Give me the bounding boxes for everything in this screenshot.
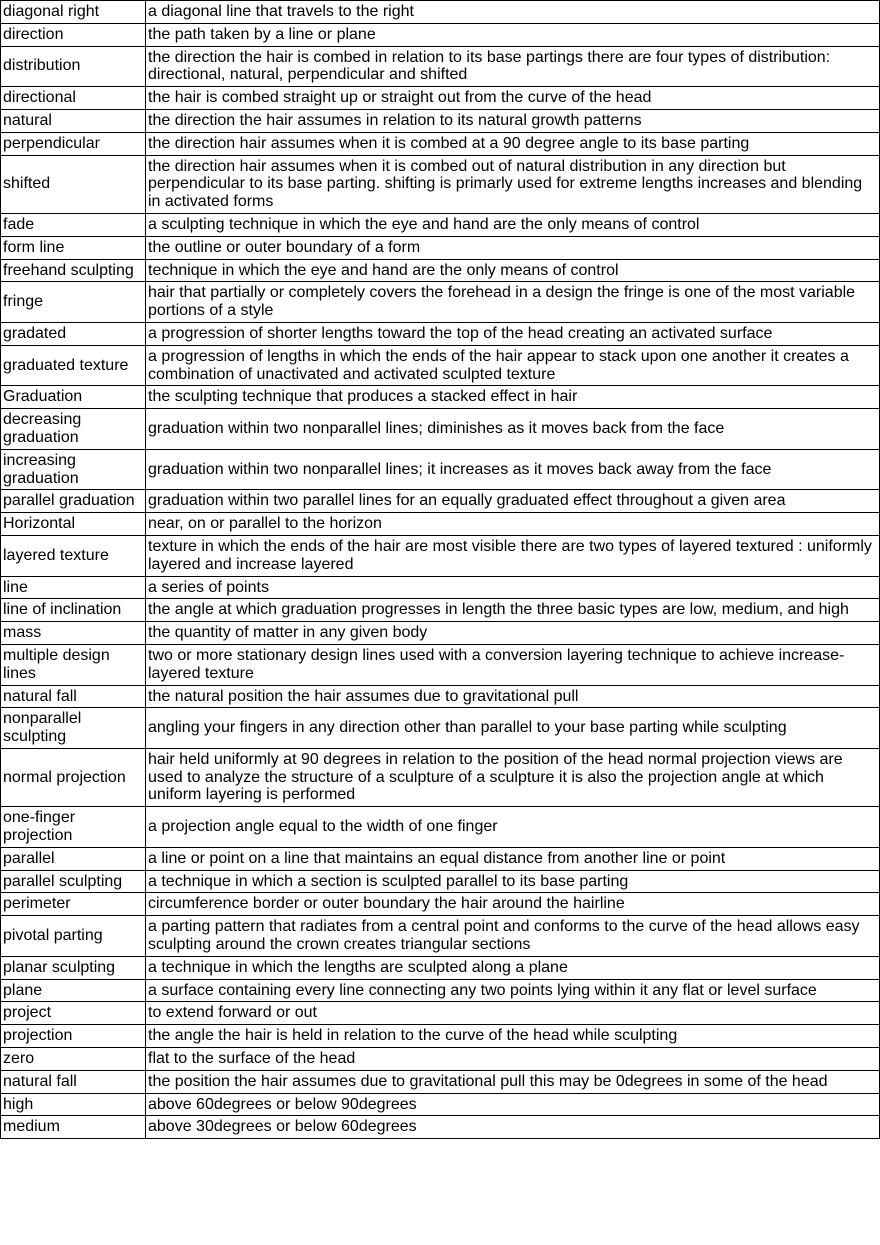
term-cell: Graduation [1,386,146,409]
definition-cell: a diagonal line that travels to the right [146,1,880,24]
term-cell: parallel [1,847,146,870]
definition-cell: angling your fingers in any direction other than parallel to your base parting while sculpting [146,708,880,749]
term-cell: parallel graduation [1,490,146,513]
definition-cell: the hair is combed straight up or straight out from the curve of the head [146,87,880,110]
definition-cell: the direction the hair assumes in relation to its natural growth patterns [146,109,880,132]
definition-cell: a sculpting technique in which the eye and hand are the only means of control [146,213,880,236]
term-cell: gradated [1,322,146,345]
table-row [1,893,880,916]
term-cell: mass [1,622,146,645]
table-row [1,1070,880,1093]
table-row [1,23,880,46]
table-row [1,409,880,450]
term-cell: natural [1,109,146,132]
term-cell: planar sculpting [1,956,146,979]
term-cell: layered texture [1,535,146,576]
term-cell: one-finger projection [1,807,146,848]
term-cell: normal projection [1,748,146,806]
table-row [1,236,880,259]
definition-cell: graduation within two nonparallel lines; it increases as it moves back away from the face [146,449,880,490]
definition-cell: hair held uniformly at 90 degrees in relation to the position of the head normal projection views are used to analyze the structure of a sculpture of a sculpture it is also the projection angle at which uniform layering is performed [146,748,880,806]
term-cell: graduated texture [1,345,146,386]
table-row [1,1116,880,1139]
definition-cell: a progression of lengths in which the ends of the hair appear to stack upon one another it creates a combination of unactivated and activated sculpted texture [146,345,880,386]
table-row [1,490,880,513]
table-row [1,213,880,236]
definition-cell: the direction hair assumes when it is combed at a 90 degree angle to its base parting [146,132,880,155]
definition-cell: the direction hair assumes when it is combed out of natural distribution in any direction but perpendicular to its base parting. shifting is primarly used for extreme lengths increases and blending in activated forms [146,155,880,213]
table-row [1,155,880,213]
term-cell: medium [1,1116,146,1139]
definition-cell: the path taken by a line or plane [146,23,880,46]
definition-cell: above 30degrees or below 60degrees [146,1116,880,1139]
term-cell: pivotal parting [1,916,146,957]
table-row [1,1,880,24]
definition-cell: a line or point on a line that maintains an equal distance from another line or point [146,847,880,870]
term-cell: project [1,1002,146,1025]
term-cell: Horizontal [1,513,146,536]
definition-cell: the direction the hair is combed in relation to its base partings there are four types of distribution: directional, natural, perpendicular and shifted [146,46,880,87]
table-row [1,345,880,386]
table-row [1,1025,880,1048]
term-cell: parallel sculpting [1,870,146,893]
table-row [1,259,880,282]
definition-cell: texture in which the ends of the hair are most visible there are two types of layered textured : uniformly layered and increase layered [146,535,880,576]
table-row [1,386,880,409]
definition-cell: graduation within two nonparallel lines; diminishes as it moves back from the face [146,409,880,450]
definition-cell: the angle at which graduation progresses in length the three basic types are low, medium, and high [146,599,880,622]
table-row [1,979,880,1002]
definition-cell: a parting pattern that radiates from a central point and conforms to the curve of the head allows easy sculpting around the crown creates triangular sections [146,916,880,957]
definition-cell: a progression of shorter lengths toward the top of the head creating an activated surface [146,322,880,345]
term-cell: perimeter [1,893,146,916]
definition-cell: the natural position the hair assumes due to gravitational pull [146,685,880,708]
definition-cell: two or more stationary design lines used with a conversion layering technique to achieve increase-layered texture [146,644,880,685]
term-cell: line of inclination [1,599,146,622]
table-row [1,916,880,957]
definition-cell: the quantity of matter in any given body [146,622,880,645]
term-cell: directional [1,87,146,110]
definition-cell: a projection angle equal to the width of one finger [146,807,880,848]
definition-cell: circumference border or outer boundary the hair around the hairline [146,893,880,916]
definition-cell: a technique in which a section is sculpted parallel to its base parting [146,870,880,893]
table-row [1,807,880,848]
table-row [1,685,880,708]
definition-cell: graduation within two parallel lines for an equally graduated effect throughout a given area [146,490,880,513]
term-cell: direction [1,23,146,46]
table-row [1,748,880,806]
term-cell: multiple design lines [1,644,146,685]
term-cell: projection [1,1025,146,1048]
table-row [1,46,880,87]
term-cell: fade [1,213,146,236]
table-row [1,622,880,645]
table-row [1,535,880,576]
table-row [1,576,880,599]
term-cell: plane [1,979,146,1002]
table-row [1,1093,880,1116]
term-cell: fringe [1,282,146,323]
table-row [1,1002,880,1025]
term-cell: line [1,576,146,599]
definition-cell: above 60degrees or below 90degrees [146,1093,880,1116]
definition-cell: to extend forward or out [146,1002,880,1025]
glossary-body [1,1,880,1139]
table-row [1,956,880,979]
term-cell: form line [1,236,146,259]
definition-cell: the sculpting technique that produces a stacked effect in hair [146,386,880,409]
term-cell: distribution [1,46,146,87]
table-row [1,322,880,345]
table-row [1,870,880,893]
definition-cell: flat to the surface of the head [146,1048,880,1071]
table-row [1,449,880,490]
term-cell: shifted [1,155,146,213]
definition-cell: near, on or parallel to the horizon [146,513,880,536]
term-cell: diagonal right [1,1,146,24]
table-row [1,1048,880,1071]
definition-cell: a series of points [146,576,880,599]
definition-cell: the angle the hair is held in relation to the curve of the head while sculpting [146,1025,880,1048]
term-cell: nonparallel sculpting [1,708,146,749]
definition-cell: technique in which the eye and hand are the only means of control [146,259,880,282]
table-row [1,282,880,323]
term-cell: natural fall [1,1070,146,1093]
table-row [1,513,880,536]
term-cell: increasing graduation [1,449,146,490]
definition-cell: the outline or outer boundary of a form [146,236,880,259]
term-cell: zero [1,1048,146,1071]
table-row [1,644,880,685]
definition-cell: a surface containing every line connecting any two points lying within it any flat or level surface [146,979,880,1002]
table-row [1,87,880,110]
table-row [1,708,880,749]
definition-cell: hair that partially or completely covers the forehead in a design the fringe is one of the most variable portions of a style [146,282,880,323]
table-row [1,847,880,870]
term-cell: decreasing graduation [1,409,146,450]
table-row [1,132,880,155]
term-cell: freehand sculpting [1,259,146,282]
term-cell: perpendicular [1,132,146,155]
definition-cell: the position the hair assumes due to gravitational pull this may be 0degrees in some of the head [146,1070,880,1093]
table-row [1,599,880,622]
definition-cell: a technique in which the lengths are sculpted along a plane [146,956,880,979]
term-cell: high [1,1093,146,1116]
table-row [1,109,880,132]
term-cell: natural fall [1,685,146,708]
